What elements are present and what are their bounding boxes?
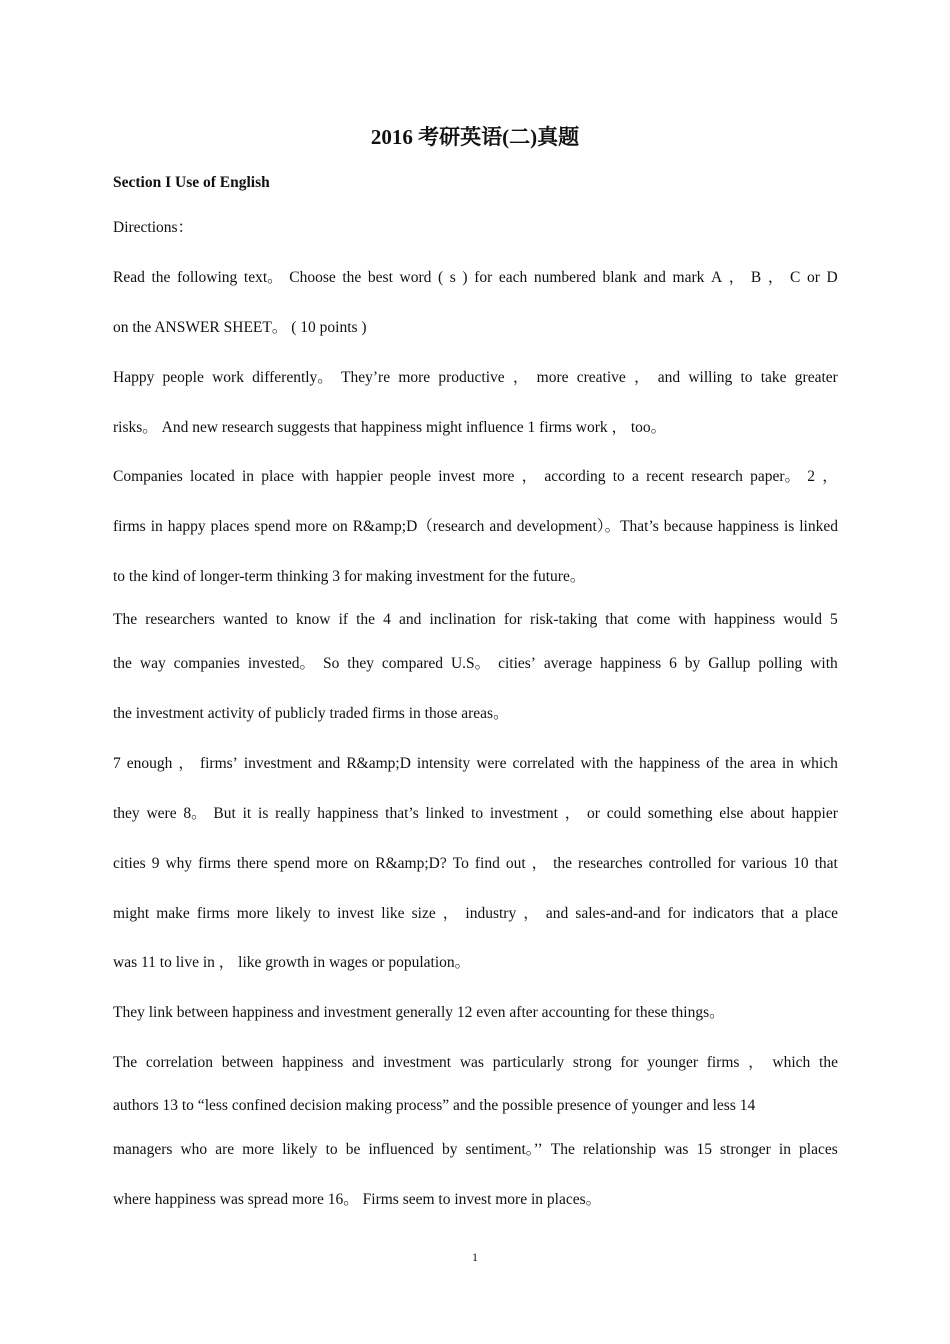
word: various	[741, 855, 788, 872]
word: differently。	[252, 369, 333, 386]
word: willing	[688, 369, 733, 386]
word: ，	[822, 468, 838, 485]
word: know	[296, 611, 331, 628]
word: average	[543, 655, 593, 672]
word: between	[221, 1054, 274, 1071]
word: compared	[381, 655, 444, 672]
word: development）。That’s	[516, 518, 659, 535]
word: the	[356, 611, 376, 628]
word: ，	[767, 269, 784, 286]
word: with	[678, 611, 706, 628]
word: more	[236, 905, 269, 922]
word: the	[553, 855, 573, 872]
word: invest	[337, 905, 375, 922]
text-line	[113, 610, 838, 630]
word: firms	[198, 855, 231, 872]
section-heading: Section I Use of English	[113, 174, 270, 191]
page-number: 1	[472, 1250, 478, 1264]
text-line	[113, 467, 838, 487]
text-line: on the ANSWER SHEET。 ( 10 points )	[113, 319, 367, 336]
word: stronger	[720, 1141, 771, 1158]
word: could	[606, 805, 642, 822]
word: happiness	[317, 805, 379, 822]
word: which	[799, 755, 838, 772]
word: productive	[438, 369, 505, 386]
word: or	[587, 805, 600, 822]
word: the	[819, 1054, 838, 1071]
word: Happy	[113, 369, 155, 386]
word: area	[750, 755, 776, 772]
word: investment	[383, 1054, 452, 1071]
word: Choose	[289, 269, 336, 286]
word: ，	[178, 755, 194, 772]
word: in	[241, 468, 255, 485]
text-line	[113, 517, 838, 537]
word: there	[236, 855, 268, 872]
word: enough	[126, 755, 173, 772]
word: happy	[167, 518, 206, 535]
word: for	[503, 611, 522, 628]
word: that	[814, 855, 838, 872]
word: indicators	[692, 905, 754, 922]
word: were	[476, 755, 507, 772]
word: inclination	[429, 611, 496, 628]
word: R&amp;D	[346, 755, 411, 772]
word: cities’	[498, 655, 536, 672]
word: 5	[830, 611, 838, 628]
word: ，	[521, 468, 538, 485]
word: the	[342, 269, 362, 286]
word: for	[620, 1054, 639, 1071]
word: is	[783, 518, 795, 535]
word: 8。	[183, 805, 207, 822]
word: wanted	[223, 611, 268, 628]
text-line	[113, 268, 838, 288]
word: each	[498, 269, 528, 286]
word: firms	[706, 1054, 740, 1071]
word: out	[505, 855, 526, 872]
word: and	[657, 369, 681, 386]
text-line: the investment activity of publicly traded firms in those areas。	[113, 705, 509, 722]
word: happiness	[638, 755, 701, 772]
word: (	[437, 269, 444, 286]
page-title: 2016 考研英语(二)真题	[370, 125, 580, 149]
word: about	[750, 805, 785, 822]
word: and	[545, 905, 569, 922]
text-line: authors 13 to “less confined decision making process” and the possible presence of younger and less 14	[113, 1097, 756, 1114]
directions-label: Directions：	[113, 219, 194, 236]
text-line: to the kind of longer-term thinking 3 for making investment for the future。	[113, 568, 586, 585]
word: ，	[564, 805, 581, 822]
word: To	[452, 855, 469, 872]
word: was	[664, 1141, 689, 1158]
word: come	[636, 611, 671, 628]
word: or	[806, 269, 820, 286]
word: particularly	[492, 1054, 565, 1071]
word: ，	[633, 369, 650, 386]
text-line	[113, 654, 838, 674]
word: happiness	[717, 518, 779, 535]
word: intensity	[416, 755, 471, 772]
word: it	[242, 805, 252, 822]
word: invest	[438, 468, 476, 485]
word: R&amp;D（research	[352, 518, 485, 535]
word: risk-taking	[530, 611, 598, 628]
word: and	[399, 611, 422, 628]
word: correlated	[512, 755, 575, 772]
word: more	[295, 518, 328, 535]
word: might	[113, 905, 150, 922]
word: s	[449, 269, 456, 286]
word: ，	[523, 905, 539, 922]
word: 9	[151, 855, 160, 872]
word: investment	[489, 805, 558, 822]
word: they	[113, 805, 140, 822]
word: like	[381, 905, 405, 922]
word: to	[325, 1141, 338, 1158]
word: ，	[728, 269, 745, 286]
word: to	[612, 468, 625, 485]
word: and	[643, 269, 666, 286]
word: firms’	[199, 755, 238, 772]
word: to	[318, 905, 331, 922]
word: who	[180, 1141, 208, 1158]
word: likely	[275, 905, 311, 922]
word: happier	[791, 805, 838, 822]
word: The	[550, 1141, 575, 1158]
text-line	[113, 1140, 838, 1160]
word: that	[605, 611, 629, 628]
word: younger	[647, 1054, 698, 1071]
word: is	[258, 805, 269, 822]
word: a	[791, 905, 799, 922]
word: word	[399, 269, 432, 286]
word: way	[139, 655, 166, 672]
word: more	[398, 369, 431, 386]
word: would	[783, 611, 822, 628]
word: in	[781, 755, 794, 772]
word: paper。	[750, 468, 801, 485]
word: spend	[254, 518, 291, 535]
text-line: risks。 And new research suggests that happiness might influence 1 firms work ， too。	[113, 419, 667, 436]
word: firms	[196, 905, 230, 922]
word: ，	[531, 855, 548, 872]
word: The	[113, 1054, 138, 1071]
word: happier	[336, 468, 383, 485]
word: 4	[383, 611, 391, 628]
text-line: was 11 to live in ， like growth in wages or population。	[113, 954, 471, 971]
word: 2	[807, 468, 816, 485]
word: C	[790, 269, 801, 286]
word: because	[663, 518, 713, 535]
word: located	[189, 468, 235, 485]
word: 6	[669, 655, 677, 672]
word: that	[761, 905, 785, 922]
word: and	[489, 518, 512, 535]
word: work	[212, 369, 244, 386]
word: linked	[425, 805, 465, 822]
word: was	[459, 1054, 484, 1071]
word: polling	[758, 655, 803, 672]
word: strong	[572, 1054, 612, 1071]
word: the	[614, 755, 633, 772]
word: recent	[646, 468, 685, 485]
word: to	[740, 369, 753, 386]
word: more	[242, 1141, 275, 1158]
word: with	[580, 755, 609, 772]
word: happiness	[600, 655, 662, 672]
word: cities	[113, 855, 146, 872]
word: ，	[748, 1054, 764, 1071]
word: a	[632, 468, 639, 485]
word: ，	[512, 369, 529, 386]
word: investment	[243, 755, 312, 772]
word: research	[691, 468, 743, 485]
word: they	[347, 655, 374, 672]
word: blank	[602, 269, 637, 286]
word: make	[156, 905, 190, 922]
word: relationship	[582, 1141, 657, 1158]
word: Read	[113, 269, 145, 286]
word: places	[210, 518, 250, 535]
word: take	[760, 369, 787, 386]
word: industry	[465, 905, 517, 922]
word: really	[275, 805, 311, 822]
word: invested。	[247, 655, 316, 672]
word: are	[215, 1141, 235, 1158]
word: place	[261, 468, 294, 485]
word: for	[474, 269, 493, 286]
word: by	[684, 655, 701, 672]
text-line: They link between happiness and investment generally 12 even after accounting for these things。	[113, 1004, 725, 1021]
word: place	[805, 905, 838, 922]
word: size	[411, 905, 436, 922]
word: best	[367, 269, 393, 286]
word: correlation	[145, 1054, 213, 1071]
word: researches	[578, 855, 643, 872]
word: managers	[113, 1141, 173, 1158]
word: likely	[282, 1141, 318, 1158]
word: more	[315, 855, 348, 872]
word: with	[810, 655, 838, 672]
word: 10	[793, 855, 809, 872]
text-line	[113, 854, 838, 874]
text-line	[113, 754, 838, 774]
word: 7	[113, 755, 121, 772]
word: The	[113, 611, 138, 628]
word: if	[338, 611, 349, 628]
word: something	[647, 805, 713, 822]
text-line	[113, 904, 838, 924]
word: that’s	[385, 805, 419, 822]
word: influenced	[368, 1141, 434, 1158]
word: numbered	[533, 269, 596, 286]
word: happiness	[282, 1054, 344, 1071]
word: D	[826, 269, 838, 286]
word: Companies	[113, 468, 183, 485]
word: in	[150, 518, 163, 535]
word: else	[719, 805, 744, 822]
word: find	[474, 855, 500, 872]
word: for	[717, 855, 736, 872]
word: spend	[273, 855, 310, 872]
word: sales-and-and	[575, 905, 661, 922]
word: in	[778, 1141, 791, 1158]
word: by	[441, 1141, 458, 1158]
word: and	[351, 1054, 375, 1071]
word: creative	[576, 369, 626, 386]
word: to	[275, 611, 288, 628]
word: R&amp;D?	[375, 855, 447, 872]
word: They’re	[341, 369, 391, 386]
word: text。	[243, 269, 283, 286]
word: to	[471, 805, 484, 822]
word: for	[667, 905, 686, 922]
word: the	[151, 269, 171, 286]
word: U.S。	[450, 655, 491, 672]
word: happiness	[713, 611, 776, 628]
text-line	[113, 1053, 838, 1073]
word: more	[536, 369, 569, 386]
word: were	[146, 805, 177, 822]
word: )	[462, 269, 468, 286]
word: researchers	[145, 611, 215, 628]
word: greater	[794, 369, 838, 386]
word: companies	[173, 655, 240, 672]
text-line: where happiness was spread more 16。 Firms seem to invest more in places。	[113, 1191, 602, 1208]
word: ，	[442, 905, 459, 922]
word: Gallup	[708, 655, 751, 672]
word: the	[725, 755, 745, 772]
word: according	[544, 468, 606, 485]
word: mark	[672, 269, 705, 286]
word: which	[772, 1054, 811, 1071]
word: people	[389, 468, 432, 485]
word: But	[213, 805, 236, 822]
word: firms	[113, 518, 146, 535]
word: why	[165, 855, 193, 872]
word: and	[317, 755, 341, 772]
word: following	[177, 269, 238, 286]
word: A	[710, 269, 723, 286]
word: of	[706, 755, 720, 772]
word: more	[482, 468, 515, 485]
word: B	[750, 269, 762, 286]
word: on	[332, 518, 348, 535]
word: controlled	[648, 855, 712, 872]
text-line	[113, 368, 838, 388]
word: 15	[696, 1141, 712, 1158]
word: with	[301, 468, 329, 485]
word: sentiment。’’	[465, 1141, 543, 1158]
word: people	[162, 369, 204, 386]
word: the	[113, 655, 132, 672]
text-line	[113, 804, 838, 824]
word: on	[353, 855, 370, 872]
word: linked	[799, 518, 838, 535]
word: be	[345, 1141, 361, 1158]
word: places	[799, 1141, 838, 1158]
word: So	[322, 655, 340, 672]
